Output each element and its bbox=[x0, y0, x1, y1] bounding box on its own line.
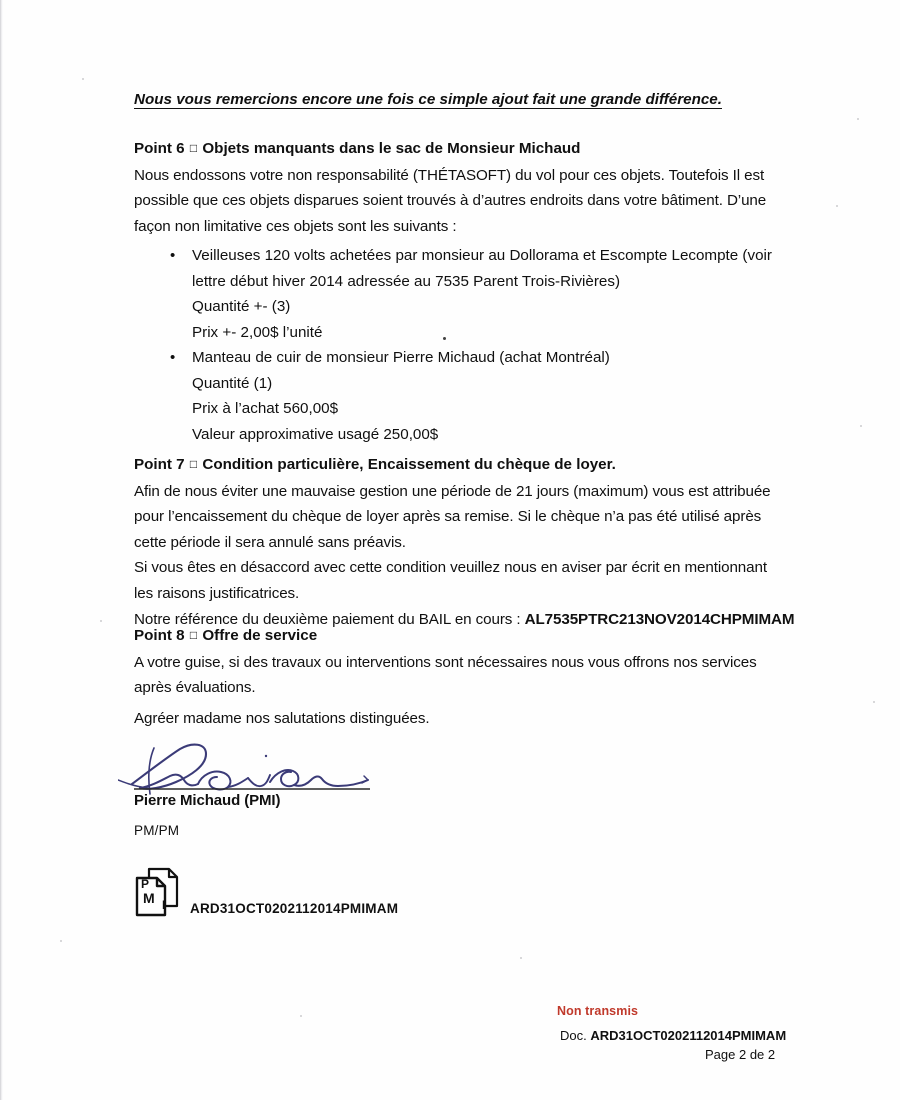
scan-edge-artifact bbox=[0, 0, 3, 1100]
scan-speck bbox=[857, 118, 859, 120]
bullet-line: lettre début hiver 2014 adressée au 7535 Parent Trois-Rivières) bbox=[192, 272, 621, 290]
section-point-7 bbox=[134, 452, 794, 632]
bullet-dot-icon: • bbox=[170, 349, 176, 366]
scan-speck bbox=[873, 701, 875, 703]
list-item bbox=[170, 243, 780, 345]
svg-text:I: I bbox=[162, 898, 166, 912]
paragraph-line: possible que ces objets disparues soient trouvés à d’autres endroits dans votre bâtiment. D’une bbox=[134, 192, 767, 210]
point-6-paragraph bbox=[134, 163, 779, 240]
point-6-heading bbox=[134, 136, 779, 163]
point-6-title: Objets manquants dans le sac de Monsieur Michaud bbox=[202, 140, 581, 157]
point-7-title: Condition particulière, Encaissement du chèque de loyer. bbox=[202, 456, 616, 473]
scan-speck bbox=[520, 957, 522, 959]
scan-speck bbox=[836, 205, 838, 207]
signature-name: Pierre Michaud (PMI) bbox=[134, 792, 281, 809]
point-7-paragraph bbox=[134, 479, 794, 633]
typist-initials: PM/PM bbox=[134, 823, 180, 838]
footer-doc-reference bbox=[560, 1028, 786, 1043]
point-8-number: Point 8 bbox=[134, 627, 185, 644]
reference-prefix: Notre référence du deuxième paiement du BAIL en cours : bbox=[134, 610, 525, 628]
scan-speck bbox=[860, 425, 862, 427]
bullet-line: Manteau de cuir de monsieur Pierre Michaud (achat Montréal) bbox=[192, 349, 610, 366]
scan-speck bbox=[82, 78, 84, 80]
point-8-paragraph bbox=[134, 650, 779, 701]
square-bullet-icon: □ bbox=[189, 628, 198, 642]
bullet-line: Prix +- 2,00$ l’unité bbox=[192, 323, 323, 341]
paragraph-line: après évaluations. bbox=[134, 679, 256, 697]
square-bullet-icon: □ bbox=[189, 457, 198, 471]
point-8-title: Offre de service bbox=[202, 627, 318, 644]
paragraph-line: les raisons justificatrices. bbox=[134, 584, 300, 602]
paragraph-line: Afin de nous éviter une mauvaise gestion une période de 21 jours (maximum) vous est attribuée bbox=[134, 482, 771, 500]
point-8-heading bbox=[134, 623, 779, 650]
footer-doc-code: ARD31OCT0202112014PMIMAM bbox=[590, 1028, 787, 1043]
bullet-line: Veilleuses 120 volts achetées par monsieur au Dollorama et Escompte Lecompte (voir bbox=[192, 247, 772, 264]
page-number: Page 2 de 2 bbox=[705, 1047, 776, 1062]
bullet-row bbox=[170, 243, 780, 345]
scan-speck bbox=[100, 620, 102, 622]
section-point-8 bbox=[134, 623, 779, 701]
point-7-heading bbox=[134, 452, 794, 479]
svg-text:M: M bbox=[143, 890, 155, 906]
point-6-number: Point 6 bbox=[134, 140, 185, 157]
bullet-dot-icon: • bbox=[170, 247, 176, 264]
list-item bbox=[170, 345, 780, 447]
status-badge: Non transmis bbox=[557, 1004, 639, 1018]
point-7-number: Point 7 bbox=[134, 456, 185, 473]
paragraph-line: façon non limitative ces objets sont les suivants : bbox=[134, 217, 457, 235]
paragraph-line: pour l’encaissement du chèque de loyer après sa remise. Si le chèque n’a pas été utilisé après bbox=[134, 508, 762, 526]
stacked-documents-icon bbox=[131, 866, 183, 918]
scan-speck bbox=[300, 1015, 302, 1017]
bullet-line: Quantité +- (3) bbox=[192, 298, 291, 316]
scan-speck bbox=[60, 940, 62, 942]
svg-text:P: P bbox=[141, 877, 150, 891]
section-point-6 bbox=[134, 136, 779, 239]
bullet-row bbox=[170, 345, 780, 447]
closing-salutation: Agréer madame nos salutations distinguées. bbox=[134, 710, 430, 727]
reference-code: AL7535PTRC213NOV2014CHPMIMAM bbox=[524, 610, 795, 628]
thanks-line: Nous vous remercions encore une fois ce simple ajout fait une grande différence. bbox=[134, 91, 722, 108]
bullet-line: Prix à l’achat 560,00$ bbox=[192, 400, 339, 418]
bullet-line: Valeur approximative usagé 250,00$ bbox=[192, 425, 439, 443]
paragraph-line: Nous endossons votre non responsabilité (THÉTASOFT) du vol pour ces objets. Toutefois Il est bbox=[134, 166, 765, 184]
paragraph-line: cette période il sera annulé sans préavis. bbox=[134, 533, 406, 551]
footer-doc-prefix: Doc. bbox=[560, 1028, 591, 1043]
square-bullet-icon: □ bbox=[189, 141, 198, 155]
closing-salutation-block bbox=[134, 706, 779, 732]
attachment-code: ARD31OCT0202112014PMIMAM bbox=[190, 901, 399, 916]
paragraph-line: A votre guise, si des travaux ou interventions sont nécessaires nous vous offrons nos services bbox=[134, 653, 757, 671]
bullet-line: Quantité (1) bbox=[192, 374, 273, 392]
paragraph-line: Si vous êtes en désaccord avec cette condition veuillez nous en aviser par écrit en mentionnant bbox=[134, 559, 767, 577]
